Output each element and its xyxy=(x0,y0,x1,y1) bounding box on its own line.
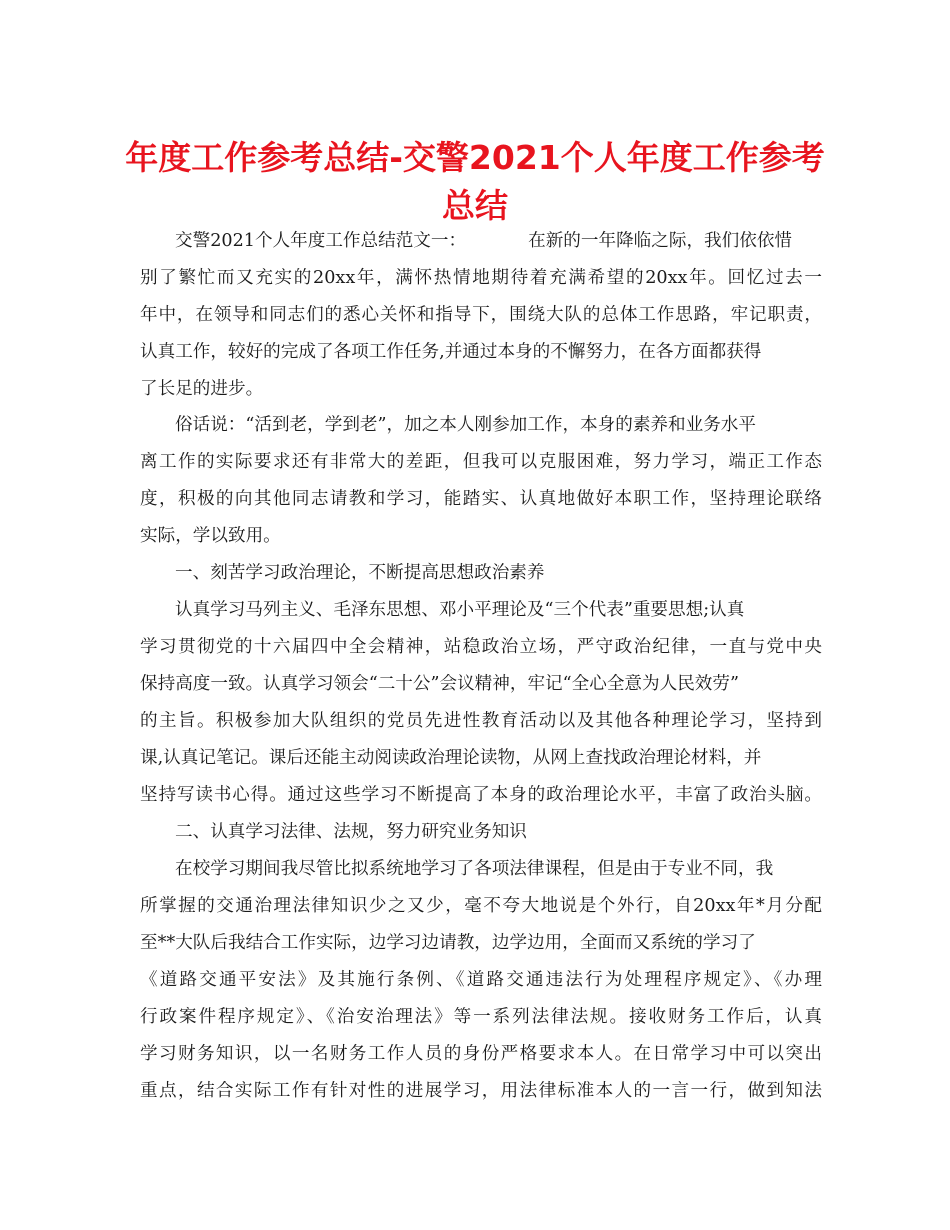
paragraph-1-line-4: 认真工作，较好的完成了各项工作任务,并通过本身的不懈努力，在各方面都获得 xyxy=(140,342,762,362)
document-title-line-1: 年度工作参考总结-交警2021个人年度工作参考 xyxy=(125,138,825,177)
paragraph-4-line-3: 至**大队后我结合工作实际，边学习边请教，边学边用，全面而又系统的学习了 xyxy=(140,933,756,953)
paragraph-1-line-3: 年中，在领导和同志们的悉心关怀和指导下，围绕大队的总体工作思路，牢记职责， xyxy=(140,305,822,325)
paragraph-2-line-2: 离工作的实际要求还有非常大的差距，但我可以克服困难，努力学习，端正工作态 xyxy=(140,452,822,472)
paragraph-3-line-2: 学习贯彻党的十六届四中全会精神，站稳政治立场，严守政治纪律，一直与党中央 xyxy=(140,637,822,657)
paragraph-1-line-2: 别了繁忙而又充实的20xx年，满怀热情地期待着充满希望的20xx年。回忆过去一 xyxy=(140,268,822,288)
paragraph-4-line-4: 《道路交通平安法》及其施行条例、《道路交通违法行为处理程序规定》、《办理 xyxy=(140,970,822,990)
section-heading-1: 一、刻苦学习政治理论，不断提高思想政治素养 xyxy=(175,563,545,583)
paragraph-4-line-6: 学习财务知识，以一名财务工作人员的身份严格要求本人。在日常学习中可以突出 xyxy=(140,1044,822,1064)
section-heading-2: 二、认真学习法律、法规，努力研究业务知识 xyxy=(175,822,527,842)
intro-label: 交警2021个人年度工作总结范文一： xyxy=(175,231,467,251)
paragraph-4-line-7: 重点，结合实际工作有针对性的进展学习，用法律标准本人的一言一行，做到知法 xyxy=(140,1081,822,1101)
paragraph-3-line-1: 认真学习马列主义、毛泽东思想、邓小平理论及“三个代表”重要思想;认真 xyxy=(175,600,745,620)
paragraph-2-line-4: 实际，学以致用。 xyxy=(140,526,281,546)
paragraph-4-line-1: 在校学习期间我尽管比拟系统地学习了各项法律课程，但是由于专业不同，我 xyxy=(175,859,774,879)
document-title-line-2: 总结 xyxy=(442,186,508,225)
paragraph-3-line-5: 课,认真记笔记。课后还能主动阅读政治理论读物，从网上查找政治理论材料，并 xyxy=(140,748,762,768)
paragraph-4-line-2: 所掌握的交通治理法律知识少之又少，毫不夸大地说是个外行，自20xx年*月分配 xyxy=(140,896,822,916)
paragraph-3-line-4: 的主旨。积极参加大队组织的党员先进性教育活动以及其他各种理论学习，坚持到 xyxy=(140,711,822,731)
paragraph-1-line-5: 了长足的进步。 xyxy=(140,379,264,399)
paragraph-2-line-3: 度，积极的向其他同志请教和学习，能踏实、认真地做好本职工作，坚持理论联络 xyxy=(140,489,822,509)
paragraph-3-line-6: 坚持写读书心得。通过这些学习不断提高了本身的政治理论水平，丰富了政治头脑。 xyxy=(140,785,822,805)
paragraph-3-line-3: 保持高度一致。认真学习领会“二十公”会议精神，牢记“全心全意为人民效劳” xyxy=(140,674,739,694)
paragraph-4-line-5: 行政案件程序规定》、《治安治理法》等一系列法律法规。接收财务工作后，认真 xyxy=(140,1007,822,1027)
intro-text: 在新的一年降临之际，我们依依惜 xyxy=(528,231,793,251)
paragraph-2-line-1: 俗话说：“活到老，学到老”，加之本人刚参加工作，本身的素养和业务水平 xyxy=(175,415,756,435)
paragraph-1-line-1 xyxy=(175,229,792,253)
